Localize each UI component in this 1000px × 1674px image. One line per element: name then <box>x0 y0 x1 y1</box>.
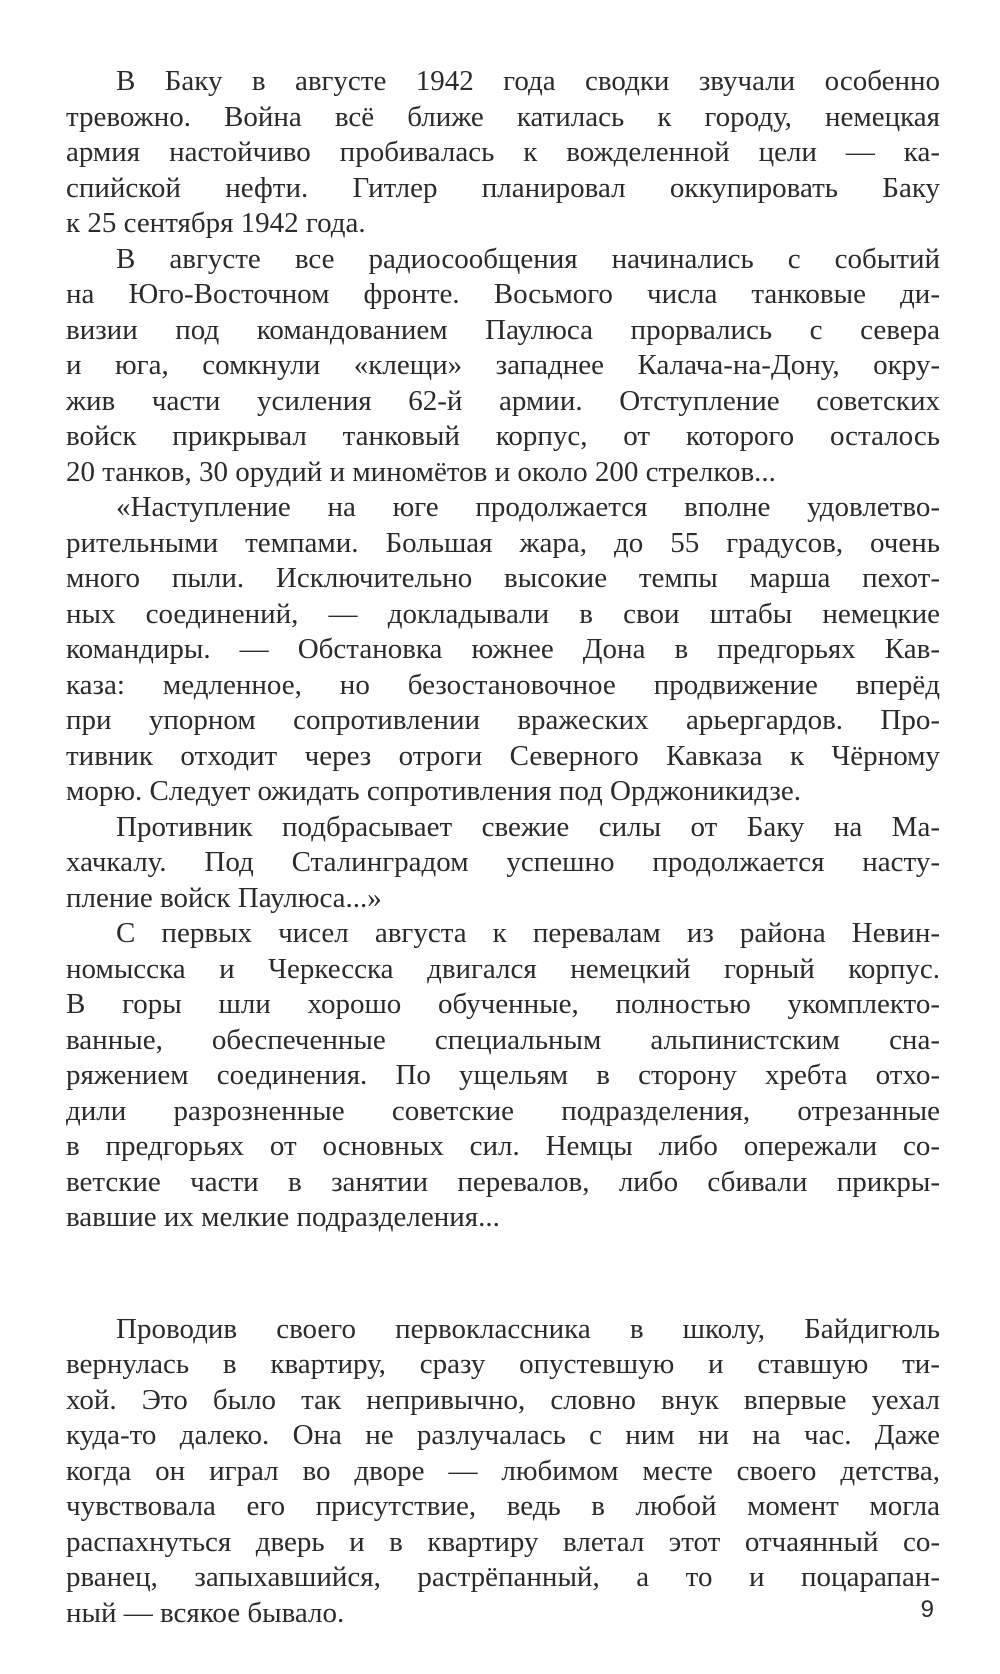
text-line: С первых чисел августа к перевалам из района Невин- <box>116 917 940 949</box>
page-body <box>66 64 940 1631</box>
paragraph <box>66 810 940 917</box>
text-line: чувствовала его присутствие, ведь в любой момент могла <box>66 1490 940 1522</box>
text-line: на Юго-Восточном фронте. Восьмого числа танковые ди- <box>66 278 940 310</box>
section-baidigul-story <box>66 1312 940 1632</box>
text-line: каза: медленное, но безостановочное продвижение вперёд <box>66 668 940 701</box>
text-line: визии под командованием Паулюса прорвались с севера <box>66 313 940 346</box>
text-line: когда он играл во дворе — любимом месте своего детства, <box>66 1454 940 1487</box>
text-line: при упорном сопротивлении вражеских арьергардов. Про- <box>66 704 940 736</box>
text-line: Противник подбрасывает свежие силы от Баку на Ма- <box>116 810 940 843</box>
text-line: много пыли. Исключительно высокие темпы марша пехот- <box>66 562 940 594</box>
text-line: дили разрозненные советские подразделения, отрезанные <box>66 1094 940 1127</box>
text-line: В горы шли хорошо обученные, полностью укомплекто- <box>66 988 940 1020</box>
paragraph <box>66 242 940 491</box>
text-line: распахнуться дверь и в квартиру влетал этот отчаянный со- <box>66 1525 940 1558</box>
section-break <box>66 1236 940 1312</box>
text-line: ванные, обеспеченные специальным альпинистским сна- <box>66 1023 940 1056</box>
text-line: ных соединений, — докладывали в свои штабы немецкие <box>66 597 940 630</box>
text-line: армия настойчиво пробивалась к вожделенной цели — ка- <box>66 136 940 168</box>
text-line: вавшие их мелкие подразделения... <box>66 1201 500 1233</box>
text-line: морю. Следует ожидать сопротивления под Орджоникидзе. <box>66 775 801 807</box>
text-line: тивник отходит через отроги Северного Кавказа к Чёрному <box>66 739 940 772</box>
paragraph <box>66 490 940 810</box>
text-line: и юга, сомкнули «клещи» западнее Калача-на-Дону, окру- <box>66 349 940 381</box>
section-wartime-reports <box>66 64 940 1236</box>
text-line: в предгорьях от основных сил. Немцы либо опережали со- <box>66 1130 940 1162</box>
paragraph <box>66 916 940 1236</box>
text-line: хачкалу. Под Сталинградом успешно продолжается насту- <box>66 846 940 878</box>
text-line: куда-то далеко. Она не разлучалась с ним ни на час. Даже <box>66 1419 940 1451</box>
text-line: жив части усиления 62-й армии. Отступление советских <box>66 384 940 417</box>
text-line: тревожно. Война всё ближе катилась к городу, немецкая <box>66 100 940 133</box>
text-line: «Наступление на юге продолжается вполне удовлетво- <box>116 491 940 523</box>
text-line: рительными темпами. Большая жара, до 55 градусов, очень <box>66 526 940 559</box>
text-line: пление войск Паулюса...» <box>66 881 382 914</box>
text-line: к 25 сентября 1942 года. <box>66 207 366 239</box>
text-line: номысска и Черкесска двигался немецкий горный корпус. <box>66 952 940 985</box>
text-line: В Баку в августе 1942 года сводки звучали особенно <box>116 65 940 97</box>
text-line: ветские части в занятии перевалов, либо сбивали прикры- <box>66 1165 940 1198</box>
text-line: ный — всякое бывало. <box>66 1596 345 1629</box>
paragraph <box>66 64 940 242</box>
text-line: В августе все радиосообщения начинались с событий <box>116 242 940 275</box>
text-line: войск прикрывал танковый корпус, от которого осталось <box>66 420 940 452</box>
text-line: ряжением соединения. По ущельям в сторону хребта отхо- <box>66 1059 940 1091</box>
text-line: 20 танков, 30 орудий и миномётов и около 200 стрелков... <box>66 455 776 488</box>
text-line: хой. Это было так непривычно, словно внук впервые уехал <box>66 1383 940 1416</box>
text-line: спийской нефти. Гитлер планировал оккупировать Баку <box>66 171 940 204</box>
page-number: 9 <box>920 1596 934 1623</box>
text-line: командиры. — Обстановка южнее Дона в предгорьях Кав- <box>66 633 940 665</box>
text-line: вернулась в квартиру, сразу опустевшую и ставшую ти- <box>66 1348 940 1380</box>
text-line: рванец, запыхавшийся, растрёпанный, а то и поцарапан- <box>66 1561 940 1593</box>
paragraph <box>66 1312 940 1632</box>
text-line: Проводив своего первоклассника в школу, Байдигюль <box>116 1312 940 1345</box>
